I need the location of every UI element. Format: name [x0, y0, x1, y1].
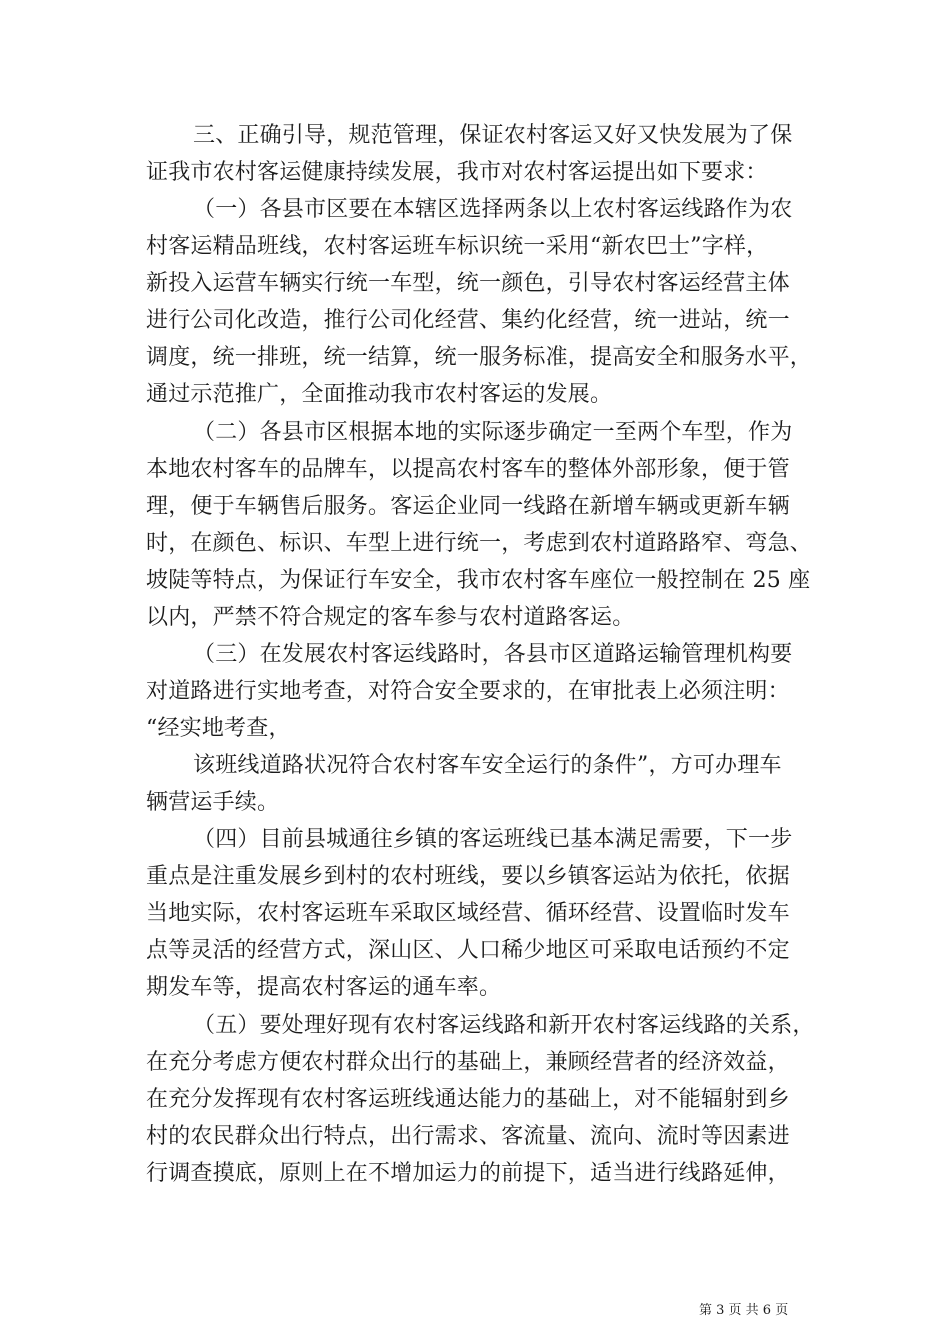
paragraph-line: 证我市农村客运健康持续发展，我市对农村客运提出如下要求： [146, 160, 768, 185]
paragraph-line: 辆营运手续。 [146, 790, 280, 815]
paragraph-line: 新投入运营车辆实行统一车型，统一颜色，引导农村客运经营主体 [146, 271, 790, 296]
paragraph-line: 在充分考虑方便农村群众出行的基础上，兼顾经营者的经济效益， [146, 1050, 790, 1075]
paragraph-line: （一）各县市区要在本辖区选择两条以上农村客运线路作为农 [193, 197, 793, 222]
paragraph-line: 坡陡等特点，为保证行车安全，我市农村客车座位一般控制在 25 座 [146, 568, 811, 593]
paragraph-line: 期发车等，提高农村客运的通车率。 [146, 975, 502, 1000]
paragraph-line: 村客运精品班线，农村客运班车标识统一采用“新农巴士”字样， [146, 234, 769, 259]
paragraph-line: 调度，统一排班，统一结算，统一服务标准，提高安全和服务水平， [146, 345, 813, 370]
paragraph-line: （二）各县市区根据本地的实际逐步确定一至两个车型，作为 [193, 420, 793, 445]
page-number-label: 第 3 页 共 6 页 [699, 1303, 789, 1318]
paragraph-line: 对道路进行实地考查，对符合安全要求的，在审批表上必须注明： [146, 679, 790, 704]
paragraph-line: 点等灵活的经营方式，深山区、人口稀少地区可采取电话预约不定 [146, 938, 790, 963]
paragraph-line: 本地农村客车的品牌车，以提高农村客车的整体外部形象，便于管 [146, 457, 790, 482]
paragraph-line: 三、正确引导，规范管理，保证农村客运又好又快发展为了保 [193, 123, 793, 148]
paragraph-line: 以内，严禁不符合规定的客车参与农村道路客运。 [146, 605, 635, 630]
paragraph-line: 村的农民群众出行特点，出行需求、客流量、流向、流时等因素进 [146, 1124, 790, 1149]
paragraph-line: （三）在发展农村客运线路时，各县市区道路运输管理机构要 [193, 642, 793, 667]
paragraph-line: 在充分发挥现有农村客运班线通达能力的基础上，对不能辐射到乡 [146, 1087, 790, 1112]
paragraph-line: 通过示范推广，全面推动我市农村客运的发展。 [146, 382, 613, 407]
paragraph-line: 当地实际，农村客运班车采取区域经营、循环经营、设置临时发车 [146, 901, 790, 926]
page-number-footer [699, 1303, 788, 1319]
paragraph-line: 进行公司化改造，推行公司化经营、集约化经营，统一进站，统一 [146, 308, 790, 333]
paragraph-line: （四）目前县城通往乡镇的客运班线已基本满足需要，下一步 [193, 827, 793, 852]
paragraph-line: “经实地考查， [146, 716, 291, 741]
paragraph-line: 重点是注重发展乡到村的农村班线，要以乡镇客运站为依托，依据 [146, 864, 790, 889]
paragraph-line: （五）要处理好现有农村客运线路和新开农村客运线路的关系， [193, 1013, 815, 1038]
paragraph-line: 理，便于车辆售后服务。客运企业同一线路在新增车辆或更新车辆 [146, 494, 790, 519]
paragraph-line: 行调查摸底，原则上在不增加运力的前提下，适当进行线路延伸， [146, 1161, 790, 1186]
paragraph-line: 该班线道路状况符合农村客车安全运行的条件”，方可办理车 [193, 753, 782, 778]
paragraph-line: 时，在颜色、标识、车型上进行统一，考虑到农村道路路窄、弯急、 [146, 531, 813, 556]
